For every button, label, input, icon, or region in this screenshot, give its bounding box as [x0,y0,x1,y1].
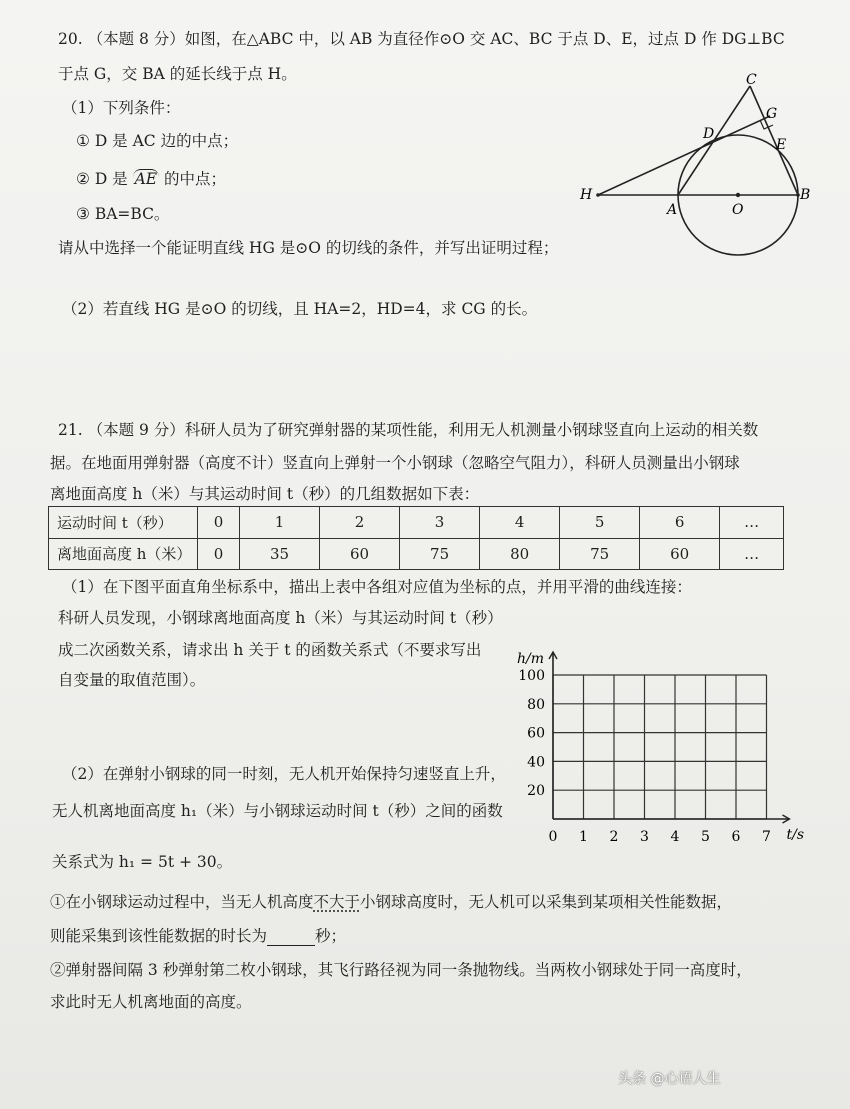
label-e: E [776,137,787,153]
table-cell: 3 [400,507,480,539]
q20-line2: 于点 G，交 BA 的延长线于点 H。 [58,65,297,83]
label-h: H [580,187,593,203]
q20-part1-intro: （1）下列条件： [62,99,181,117]
q20-choose-text: 请从中选择一个能证明直线 HG 是⊙O 的切线的条件，并写出证明过程； [58,239,559,257]
q21-data-table [48,506,784,570]
y-tick-label: 100 [518,668,545,684]
line-hg [598,116,770,195]
table-cell: 4 [480,507,560,539]
q21-sub2-line2: 求此时无人机离地面的高度。 [50,993,252,1011]
table-cell: 35 [240,538,320,570]
q21-sub1-emphasis: 不大于 [313,893,361,911]
label-c: C [746,72,757,88]
q21-sub1b-pre: 则能采集到该性能数据的时长为 [50,927,268,945]
q21-part2-a: （2）在弹射小钢球的同一时刻，无人机开始保持匀速竖直上升， [62,765,506,783]
q21-line1: 21. （本题 9 分）科研人员为了研究弹射器的某项性能，利用无人机测量小钢球竖直向上运动的相关数 [58,421,759,439]
point-h [596,193,600,197]
x-tick-label: 4 [670,829,680,845]
q21-sub1-line1 [50,892,732,912]
q21-sub2-line1: ②弹射器间隔 3 秒弹射第二枚小钢球，其飞行路径视为同一条抛物线。当两枚小钢球处于同一高度时， [50,961,752,979]
q20-line1: 20. （本题 8 分）如图，在△ABC 中，以 AB 为直径作⊙O 交 AC、BC 于点 D、E，过点 D 作 DG⊥BC [58,30,785,48]
table-cell: 1 [240,507,320,539]
y-tick-label: 80 [527,696,545,713]
x-tick-label: 3 [640,829,649,845]
q21-part1-d: 自变量的取值范围）。 [58,671,206,689]
x-tick-label: 5 [701,829,710,845]
answer-blank[interactable] [267,929,315,946]
table-cell: … [720,538,784,570]
table-cell: … [720,507,784,539]
q20-part2: （2）若直线 HG 是⊙O 的切线，且 HA=2，HD=4，求 CG 的长。 [62,300,538,318]
x-tick-label: 2 [609,829,619,845]
y-axis-label: h/m [517,651,545,667]
q21-line2: 据。在地面用弹射器（高度不计）竖直向上弹射一个小钢球（忽略空气阻力），科研人员测量出小钢球 [50,454,740,472]
table-cell: 0 [198,538,240,570]
table-cell: 80 [480,538,560,570]
q20-condition-2-pre: ② D 是 [76,170,133,188]
q21-coordinate-grid [505,625,805,855]
label-d: D [703,126,715,142]
x-axis-label: t/s [786,827,805,843]
table-row-height [49,538,784,570]
table-cell: 0 [198,507,240,539]
table-cell: 60 [640,538,720,570]
watermark: 头条 @心语人生 [618,1071,721,1087]
q20-condition-2-arc: AE [134,170,158,188]
q21-part2-b: 无人机离地面高度 h₁（米）与小钢球运动时间 t（秒）之间的函数 [52,802,503,820]
y-tick-label: 20 [527,783,545,800]
q21-sub1-pre: ①在小钢球运动过程中，当无人机高度 [50,893,314,911]
q21-part1-a: （1）在下图平面直角坐标系中，描出上表中各组对应值为坐标的点，并用平滑的曲线连接： [62,578,692,596]
q21-line3: 离地面高度 h（米）与其运动时间 t（秒）的几组数据如下表： [50,485,480,503]
q21-part1-b: 科研人员发现，小钢球离地面高度 h（米）与其运动时间 t（秒） [58,609,503,627]
table-cell: 2 [320,507,400,539]
label-g: G [766,106,778,122]
q21-part1-c: 成二次函数关系，请求出 h 关于 t 的函数关系式（不要求写出 [58,641,482,659]
q21-sub1b-post: 秒； [315,927,347,945]
q20-condition-2-post: 的中点； [159,170,227,188]
x-tick-label: 0 [548,829,558,845]
q20-condition-3: ③ BA=BC。 [76,205,170,223]
table-row-time-label: 运动时间 t（秒） [49,507,198,539]
center-point [736,193,740,197]
table-cell: 5 [560,507,640,539]
table-cell: 6 [640,507,720,539]
q20-condition-2 [76,169,226,189]
q20-geometry-figure [570,68,820,268]
table-cell: 75 [560,538,640,570]
table-cell: 75 [400,538,480,570]
y-tick-label: 60 [527,725,545,742]
x-tick-label: 6 [731,829,741,845]
q21-part2-c: 关系式为 h₁ = 5t + 30。 [52,853,233,871]
table-row-height-label: 离地面高度 h（米） [49,538,198,570]
line-cb [750,86,798,195]
label-o: O [732,202,744,218]
y-tick-label: 40 [527,754,545,771]
table-cell: 60 [320,538,400,570]
table-row-time [49,507,784,539]
q21-sub1-line2 [50,926,346,946]
label-b: B [800,187,811,203]
q20-condition-1: ① D 是 AC 边的中点； [76,132,239,150]
label-a: A [667,202,678,218]
x-tick-label: 1 [579,829,588,845]
x-tick-label: 7 [762,829,771,845]
q21-sub1-post: 小钢球高度时，无人机可以采集到某项相关性能数据， [360,893,733,911]
